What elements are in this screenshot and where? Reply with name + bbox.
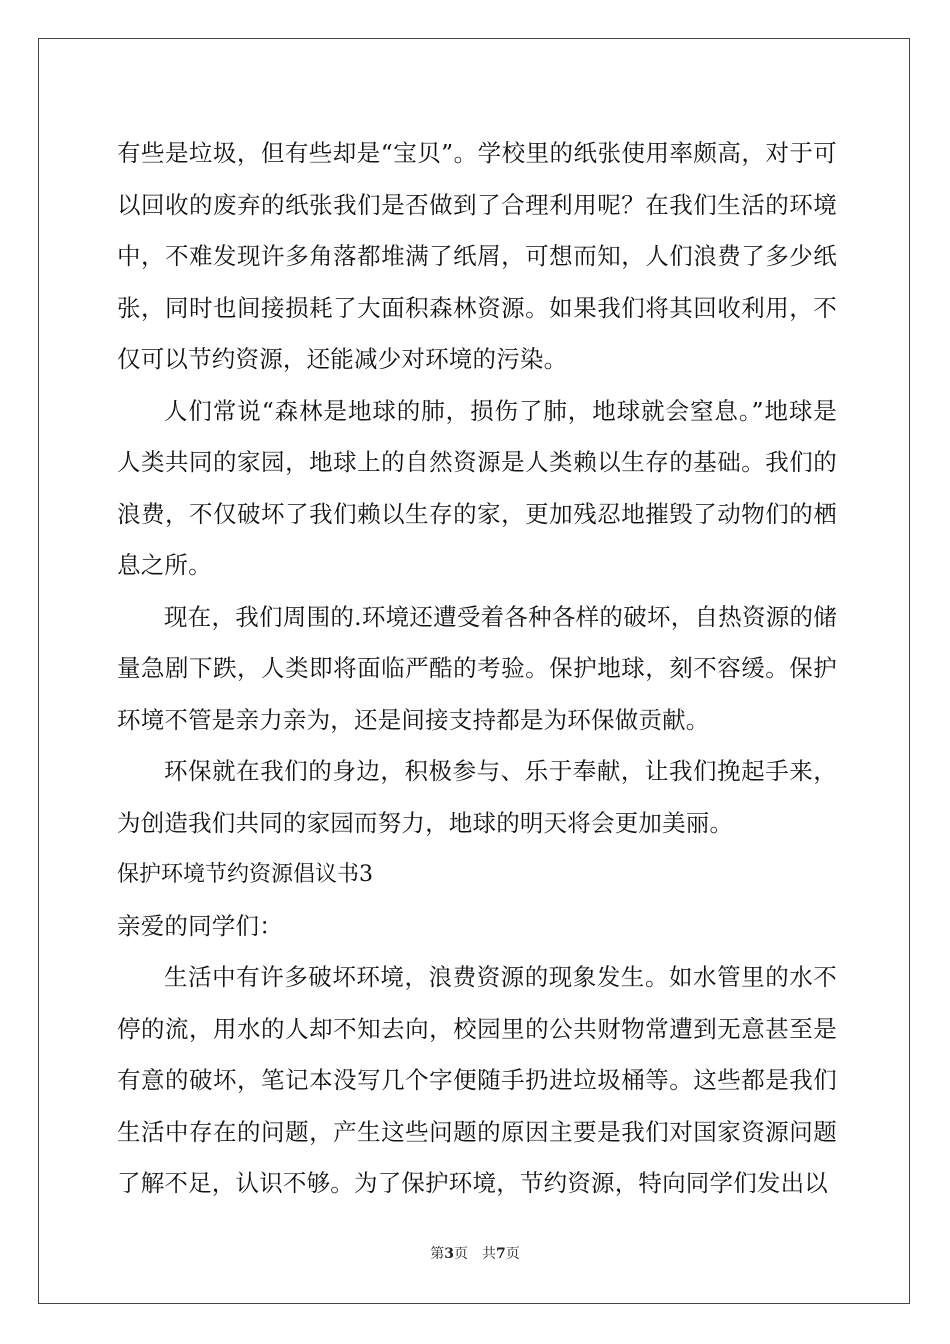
- salutation: 亲爱的同学们：: [117, 911, 283, 940]
- footer-prefix: 第: [430, 1246, 445, 1262]
- paragraph-5: 生活中有许多破坏环境，浪费资源的现象发生。如水管里的水不停的流，用水的人却不知去向，校园里的公共财物常遭到无意甚至是有意的破坏，笔记本没写几个字便随手扔进垃圾桶等。这些都是我们生活中存在的问题，产生这些问题的原因主要是我们对国家资源问题了解不足，认识不够。为了保护环境，节约资源，特向同学们发出以: [117, 963, 837, 1197]
- paragraph-4: 环保就在我们的身边，积极参与、乐于奉献，让我们挽起手来，为创造我们共同的家园而努力，地球的明天将会更加美丽。: [117, 757, 837, 837]
- footer-current-page: 3: [444, 1246, 454, 1262]
- paragraph-1: 有些是垃圾，但有些却是“宝贝”。学校里的纸张使用率颇高，对于可以回收的废弃的纸张我们是否做到了合理利用呢？在我们生活的环境中，不难发现许多角落都堆满了纸屑，可想而知，人们浪费了多少纸张，同时也间接损耗了大面积森林资源。如果我们将其回收利用，不仅可以节约资源，还能减少对环境的污染。: [117, 139, 837, 373]
- document-body: [117, 128, 837, 1210]
- footer-suffix: 页: [505, 1246, 520, 1262]
- section-title: 保护环境节约资源倡议书3: [117, 862, 373, 887]
- paragraph-2: 人们常说“森林是地球的肺，损伤了肺，地球就会窒息。”地球是人类共同的家园，地球上的自然资源是人类赖以生存的基础。我们的浪费，不仅破坏了我们赖以生存的家，更加残忍地摧毁了动物们的栖息之所。: [117, 396, 837, 579]
- page-footer: [0, 1243, 950, 1263]
- footer-total-pages: 7: [496, 1246, 506, 1262]
- footer-middle: 页 共: [454, 1246, 496, 1262]
- paragraph-3: 现在，我们周围的.环境还遭受着各种各样的破坏，自热资源的储量急剧下跌，人类即将面临严酷的考验。保护地球，刻不容缓。保护环境不管是亲力亲为，还是间接支持都是为环保做贡献。: [117, 602, 837, 734]
